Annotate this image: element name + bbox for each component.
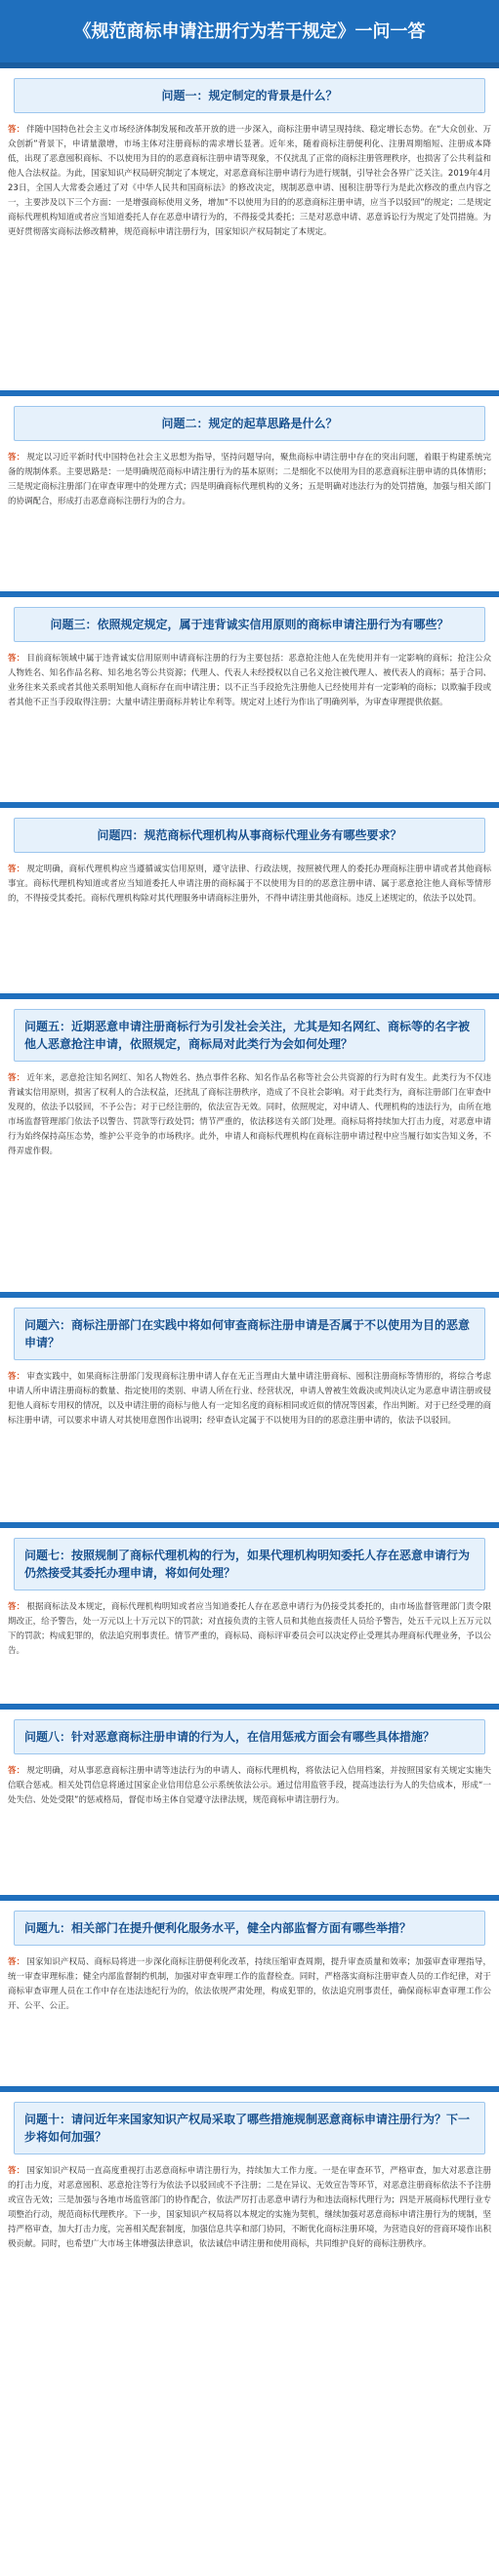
qa-section-10 (0, 2092, 499, 2476)
answer-lead: 答： (8, 865, 25, 874)
answer-body: 根据商标法及本规定，商标代理机构明知或者应当知道委托人存在恶意申请行为仍接受其委托的，由市场监督管理部门责令限期改正，给予警告，处一万元以上十万元以下的罚款；对直接负责的主管人员和其他直接责任人员给予警告，处五千元以上五万元以下的罚款；构成犯罪的，依法追究刑事责任。情节严重的，商标局、商标评审委员会可以决定停止受理其办理商标代理业务，予以公告。 (8, 1602, 491, 1656)
answer-lead: 答： (8, 1073, 25, 1083)
question-title: 问题四：规范商标代理机构从事商标代理业务有哪些要求？ (14, 818, 485, 853)
qa-section-4 (0, 808, 499, 987)
answer-body: 目前商标领域中属于违背诚实信用原则申请商标注册的行为主要包括：恶意抢注他人在先使用并有一定影响的商标；抢注公众人物姓名、知名作品名称、知名地名等公共资源；代理人、代表人未经授权以自己名义抢注被代理人、被代表人的商标；基于合同、业务往来关系或者其他关系明知他人商标存在而申请注册；以不正当手段抢先注册他人已经使用并有一定影响的商标；以欺骗手段或者其他不正当手段取得注册；大量申请注册商标并转让牟利等。规定对上述行为作出了明确列举，为审查审理提供依据。 (8, 654, 491, 707)
answer-text (8, 123, 491, 240)
question-title: 问题九：相关部门在提升便利化服务水平，健全内部监督方面有哪些举措？ (14, 1911, 485, 1946)
answer-body: 审查实践中，如果商标注册部门发现商标注册申请人存在无正当理由大量申请注册商标、囤积注册商标等情形的，将综合考虑申请人所申请注册商标的数量、指定使用的类别、申请人所在行业、经营状况，申请人曾被生效裁决或判决认定为恶意申请注册或侵犯他人商标专用权的情况，以及申请注册的商标与他人有一定知名度的商标相同或近似的情况等因素，作出判断。对于已经受理的商标注册申请，可以要求申请人对其使用意图作出说明；经审查认定属于不以使用为目的的恶意注册申请的，依法予以驳回。 (8, 1372, 491, 1426)
answer-lead: 答： (8, 453, 25, 463)
question-title: 问题十：请问近年来国家知识产权局采取了哪些措施规制恶意商标申请注册行为？下一步将如何加强？ (14, 2102, 485, 2154)
answer-body: 规定以习近平新时代中国特色社会主义思想为指导，坚持问题导向，聚焦商标申请注册中存在的突出问题，着眼于构建系统完备的规制体系。主要思路是：一是明确规范商标申请注册行为的基本原则；二是细化不以使用为目的恶意商标注册申请的具体情形；三是规定商标注册部门在审查审理中的处理方式；四是明确商标代理机构的义务；五是明确对违法行为的处罚措施，加强与相关部门的协调配合，形成打击恶意商标注册行为的合力。 (8, 453, 491, 506)
qa-section-3 (0, 597, 499, 796)
question-title: 问题七：按照规制了商标代理机构的行为，如果代理机构明知委托人存在恶意申请行为仍然接受其委托办理申请，将如何处理？ (14, 1538, 485, 1590)
answer-body: 近年来，恶意抢注知名网红、知名人物姓名、热点事件名称、知名作品名称等社会公共资源的行为时有发生。此类行为不仅违背诚实信用原则，损害了权利人的合法权益，还扰乱了商标注册秩序，造成了不良社会影响。对于此类行为，商标注册部门在审查中发现的，依法予以驳回，不予公告；对于已经注册的，依法宣告无效。同时，依照规定，对申请人、代理机构的违法行为，由所在地市场监督管理部门依法予以警告、罚款等行政处罚；情节严重的，依法移送有关部门处理。商标局将持续加大打击力度，对恶意申请行为始终保持高压态势，维护公平竞争的市场秩序。此外，申请人和商标代理机构在商标注册申请过程中应当履行如实告知义务，不得弄虚作假。 (8, 1073, 491, 1156)
answer-text (8, 2164, 491, 2252)
qa-section-1 (0, 68, 499, 384)
answer-text (8, 1764, 491, 1808)
question-title: 问题三：依照规定规定，属于违背诚实信用原则的商标申请注册行为有哪些？ (14, 607, 485, 642)
answer-lead: 答： (8, 654, 25, 664)
question-title: 问题一：规定制定的背景是什么？ (14, 78, 485, 113)
answer-lead: 答： (8, 1602, 25, 1612)
answer-body: 规定明确，商标代理机构应当遵循诚实信用原则，遵守法律、行政法规，按照被代理人的委托办理商标注册申请或者其他商标事宜。商标代理机构知道或者应当知道委托人申请注册的商标属于不以使用为目的的恶意注册申请、属于恶意抢注他人商标等情形的，不得接受其委托。商标代理机构除对其代理服务申请商标注册外，不得申请注册其他商标。违反上述规定的，依法予以处罚。 (8, 865, 491, 904)
question-title: 问题二：规定的起草思路是什么？ (14, 406, 485, 441)
answer-lead: 答： (8, 1766, 25, 1776)
qa-section-7 (0, 1528, 499, 1698)
answer-text (8, 863, 491, 906)
answer-text (8, 1071, 491, 1159)
qa-section-2 (0, 396, 499, 585)
qa-section-8 (0, 1710, 499, 1889)
answer-body: 国家知识产权局、商标局将进一步深化商标注册便利化改革，持续压缩审查周期，提升审查质量和效率；加强审查审理指导，统一审查审理标准；健全内部监督制约机制，加强对审查审理工作的监督检查。同时，严格落实商标注册审查人员的工作纪律，对于商标审查审理人员在工作中存在违法违纪行为的，依法依规严肃处理，构成犯罪的，依法追究刑事责任，确保商标审查审理工作公开、公平、公正。 (8, 1957, 491, 2011)
answer-text (8, 1600, 491, 1659)
answer-text (8, 451, 491, 509)
qa-section-5 (0, 999, 499, 1286)
qa-section-9 (0, 1901, 499, 2080)
answer-lead: 答： (8, 1372, 25, 1382)
page-title: 《规范商标申请注册行为若干规定》一问一答 (0, 0, 499, 68)
answer-lead: 答： (8, 2166, 25, 2176)
qa-section-6 (0, 1298, 499, 1516)
answer-body: 伴随中国特色社会主义市场经济体制发展和改革开放的进一步深入，商标注册申请呈现持续、稳定增长态势。在“大众创业、万众创新”背景下，申请量激增，市场主体对注册商标的需求增长显著。近年来，随着商标注册便利化、注册周期缩短、注册成本降低，出现了恶意囤积商标、不以使用为目的的恶意商标注册申请等现象，不仅扰乱了正常的商标注册管理秩序，也损害了公共利益和他人合法权益。为此，国家知识产权局研究制定了本规定，对恶意商标注册申请行为进行规制，引导社会各界广泛关注。2019年4月23日，全国人大常委会通过了对《中华人民共和国商标法》的修改决定，规制恶意申请、囤积注册等行为是此次修改的重点内容之一，主要涉及以下三个方面：一是增强商标使用义务，增加“不以使用为目的的恶意商标注册申请，应当予以驳回”的规定；二是规定商标代理机构知道或者应当知道委托人存在恶意申请行为的，不得接受其委托；三是对恶意申请、恶意诉讼行为规定了处罚措施。为更好贯彻落实商标法修改精神，规范商标申请注册行为，国家知识产权局制定了本规定。 (8, 125, 491, 237)
answer-body: 规定明确，对从事恶意商标注册申请等违法行为的申请人、商标代理机构，将依法记入信用档案，并按照国家有关规定实施失信联合惩戒。相关处罚信息将通过国家企业信用信息公示系统依法公示。通过信用监管手段，提高违法行为人的失信成本，形成“一处失信、处处受限”的惩戒格局，督促市场主体自觉遵守法律法规，规范商标申请注册行为。 (8, 1766, 491, 1805)
answer-lead: 答： (8, 125, 25, 135)
answer-text (8, 1370, 491, 1429)
answer-text (8, 1955, 491, 2014)
question-title: 问题五：近期恶意申请注册商标行为引发社会关注，尤其是知名网红、商标等的名字被他人恶意抢注申请，依照规定，商标局对此类行为会如何处理？ (14, 1009, 485, 1062)
question-title: 问题八：针对恶意商标注册申请的行为人，在信用惩戒方面会有哪些具体措施？ (14, 1719, 485, 1754)
answer-lead: 答： (8, 1957, 25, 1967)
answer-text (8, 652, 491, 710)
question-title: 问题六：商标注册部门在实践中将如何审查商标注册申请是否属于不以使用为目的恶意申请？ (14, 1308, 485, 1360)
answer-body: 国家知识产权局一直高度重视打击恶意商标申请注册行为，持续加大工作力度。一是在审查环节，严格审查，加大对恶意注册的打击力度，对恶意囤积、恶意抢注等行为依法予以驳回或不予注册；二是在异议、无效宣告等环节，对恶意注册商标依法不予注册或宣告无效；三是加强与各地市场监管部门的协作配合，依法严厉打击恶意申请行为和违法商标代理行为；四是开展商标代理行业专项整治行动，规范商标代理秩序。下一步，国家知识产权局将以本规定的实施为契机，继续加强对恶意商标申请注册行为的规制，坚持严格审查，加大打击力度，完善相关配套制度，加强信息共享和部门协同，不断优化商标注册环境，为营造良好的营商环境作出积极贡献。同时，也希望广大市场主体增强法律意识，依法诚信申请注册和使用商标，共同维护良好的商标注册秩序。 (8, 2166, 491, 2249)
